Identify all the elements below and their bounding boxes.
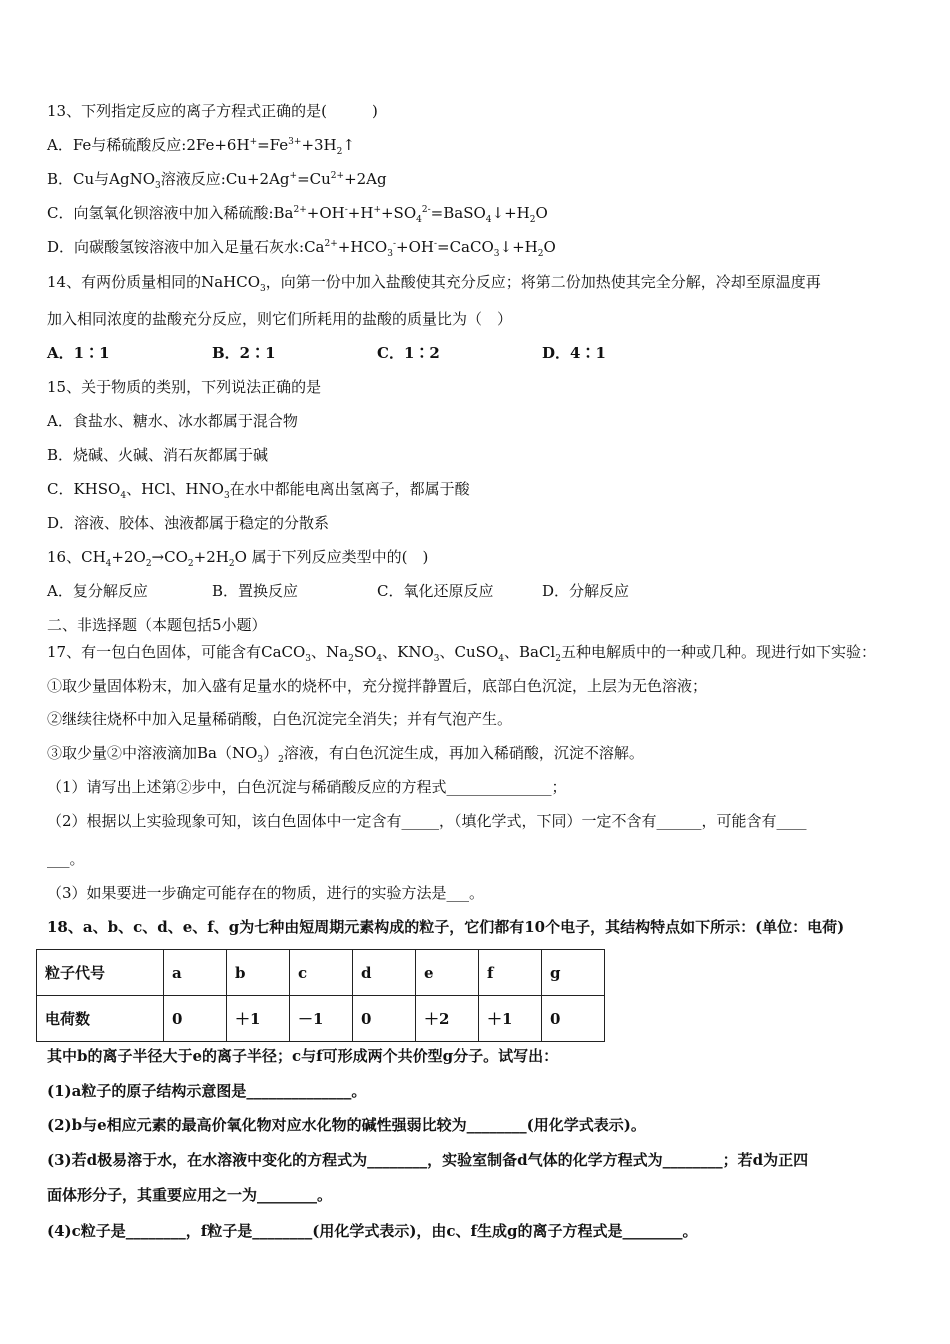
subscript: 2: [278, 755, 284, 765]
q18-part3: (3)若d极易溶于水，在水溶液中变化的方程式为________，实验室制备d气体的化学方程式为________；若d为正四: [47, 1151, 809, 1169]
table-row: [37, 950, 605, 996]
superscript: +: [373, 205, 381, 215]
superscript: 2-: [421, 205, 431, 215]
subscript: 3: [260, 284, 266, 294]
q13-option-d: D．向碳酸氢铵溶液中加入足量石灰水$:Ca^{2+}+HCO_3^-+OH^-=CaCO_3↓+H_2O$: [47, 238, 556, 259]
superscript: -: [392, 239, 397, 249]
q14-option: C．1∶2: [377, 344, 440, 362]
q15-stem: 15、关于物质的类别，下列说法正确的是: [47, 378, 322, 396]
table-cell: ＋2: [416, 996, 479, 1042]
table-cell: f: [479, 950, 542, 996]
table-cell: 0: [164, 996, 227, 1042]
superscript: 2+: [293, 205, 307, 215]
subscript: 4: [105, 559, 112, 569]
q15-option-a: A．食盐水、糖水、冰水都属于混合物: [47, 412, 298, 430]
subscript: 2: [336, 147, 343, 157]
table-cell: a: [164, 950, 227, 996]
superscript: -: [344, 205, 348, 215]
q13-option-a: A．Fe与稀硫酸反应$:2Fe+6H^+=Fe^{3+}+3H_2↑$: [47, 136, 355, 157]
superscript: +: [249, 137, 258, 147]
subscript: 2: [537, 249, 544, 259]
q18-part1: (1)a粒子的原子结构示意图是______________。: [47, 1082, 367, 1100]
subscript: 4: [498, 654, 504, 664]
subscript: 2: [555, 654, 561, 664]
superscript: -: [433, 239, 438, 249]
subscript: 3: [305, 654, 312, 664]
table-cell: d: [353, 950, 416, 996]
subscript: 4: [485, 215, 492, 225]
subscript: 3: [493, 249, 500, 259]
q18-part4: (4)c粒子是________，f粒子是________(用化学式表示)，由c、f生成g的离子方程式是________。: [47, 1222, 698, 1240]
subscript: 3: [257, 755, 264, 765]
q17-part1: （1）请写出上述第②步中，白色沉淀与稀硝酸反应的方程式______________；: [47, 778, 567, 796]
table-cell: －1: [290, 996, 353, 1042]
table-cell: 0: [542, 996, 605, 1042]
subscript: 3: [387, 249, 393, 259]
q17-stem: 17、有一包白色固体，可能含有CaCO$_3$、$Na_2SO_4$、$KNO_3$、CuSO$_4$、BaCl$_2$五种电解质中的一种或几种。现进行如下实验：: [47, 643, 876, 664]
q18-part3-cont: 面体形分子，其重要应用之一为________。: [47, 1186, 333, 1204]
subscript: 4: [120, 491, 127, 501]
q17-part2: （2）根据以上实验现象可知，该白色固体中一定含有_____，（填化学式，下同）一定不含有______，可能含有____: [47, 812, 807, 830]
table-cell: g: [542, 950, 605, 996]
subscript: 4: [376, 654, 383, 664]
q14-option: B．2∶1: [212, 344, 276, 362]
table-cell: 电荷数: [37, 996, 164, 1042]
q16-option: B．置换反应: [212, 582, 299, 600]
q15-option-b: B．烧碱、火碱、消石灰都属于碱: [47, 446, 269, 464]
q14-option: D．4∶1: [542, 344, 606, 362]
q14-stem-line2: 加入相同浓度的盐酸充分反应，则它们所耗用的盐酸的质量比为（ ）: [47, 310, 513, 328]
q17-part3: （3）如果要进一步确定可能存在的物质，进行的实验方法是___。: [47, 884, 485, 902]
q18-part2: (2)b与e相应元素的最高价氧化物对应水化物的碱性强弱比较为________(用化学式表示)。: [47, 1116, 646, 1134]
subscript: 2: [529, 215, 536, 225]
table-cell: c: [290, 950, 353, 996]
q17-step3: ③取少量②中溶液滴加$Ba(NO_3)_2$溶液，有白色沉淀生成，再加入稀硝酸，沉淀不溶解。: [47, 744, 644, 765]
q16-option: A．复分解反应: [47, 582, 148, 600]
q17-part2-cont: ___。: [47, 850, 85, 868]
q16-option: D．分解反应: [542, 582, 630, 600]
subscript: 2: [228, 559, 235, 569]
q18-stem: 18、a、b、c、d、e、f、g为七种由短周期元素构成的粒子，它们都有10个电子，其结构特点如下所示：(单位：电荷): [47, 918, 845, 936]
table-row: [37, 996, 605, 1042]
subscript: 3: [223, 491, 230, 501]
table-cell: b: [227, 950, 290, 996]
table-cell: 粒子代号: [37, 950, 164, 996]
subscript: 4: [416, 215, 422, 225]
superscript: 2+: [324, 239, 338, 249]
q13-stem: 13、下列指定反应的离子方程式正确的是( ): [47, 102, 378, 120]
subscript: 2: [145, 559, 152, 569]
table-cell: 0: [353, 996, 416, 1042]
table-cell: ＋1: [227, 996, 290, 1042]
q14-stem-line1: 14、有两份质量相同的NaHCO$_3$，向第一份中加入盐酸使其充分反应；将第二份加热使其完全分解，冷却至原温度再: [47, 273, 821, 294]
table-cell: ＋1: [479, 996, 542, 1042]
q15-option-d: D．溶液、胶体、浊液都属于稳定的分散系: [47, 514, 330, 532]
table-cell: e: [416, 950, 479, 996]
q16-stem: 16、$CH_4+2O_2\to CO_2+2H_2O$ 属于下列反应类型中的( ): [47, 548, 429, 569]
q18-note: 其中b的离子半径大于e的离子半径；c与f可形成两个共价型g分子。试写出：: [47, 1047, 559, 1065]
subscript: 2: [348, 654, 354, 664]
section-heading: 二、非选择题（本题包括5小题）: [47, 616, 267, 634]
q17-step2: ②继续往烧杯中加入足量稀硝酸，白色沉淀完全消失；并有气泡产生。: [47, 710, 513, 728]
q14-option: A．1∶1: [47, 344, 110, 362]
subscript: 3: [433, 654, 440, 664]
superscript: 3+: [288, 137, 302, 147]
q17-step1: ①取少量固体粉末，加入盛有足量水的烧杯中，充分搅拌静置后，底部白色沉淀，上层为无色溶液；: [47, 677, 708, 695]
q13-option-b: B．Cu与AgNO$_3$溶液反应$:Cu+2Ag^+=Cu^{2+}+2Ag$: [47, 170, 387, 191]
superscript: 2+: [330, 171, 345, 181]
q16-option: C．氧化还原反应: [377, 582, 494, 600]
charge-table: [36, 949, 605, 1042]
subscript: 3: [155, 181, 161, 191]
superscript: +: [289, 171, 298, 181]
subscript: 2: [187, 559, 194, 569]
q13-option-c: C．向氢氧化钡溶液中加入稀硫酸$:Ba^{2+}+OH^-+H^++SO_4^{2-}=BaSO_4↓+H_2O$: [47, 204, 548, 225]
q15-option-c: C．$KHSO_4$、HCl、$HNO_3$在水中都能电离出氢离子，都属于酸: [47, 480, 470, 501]
